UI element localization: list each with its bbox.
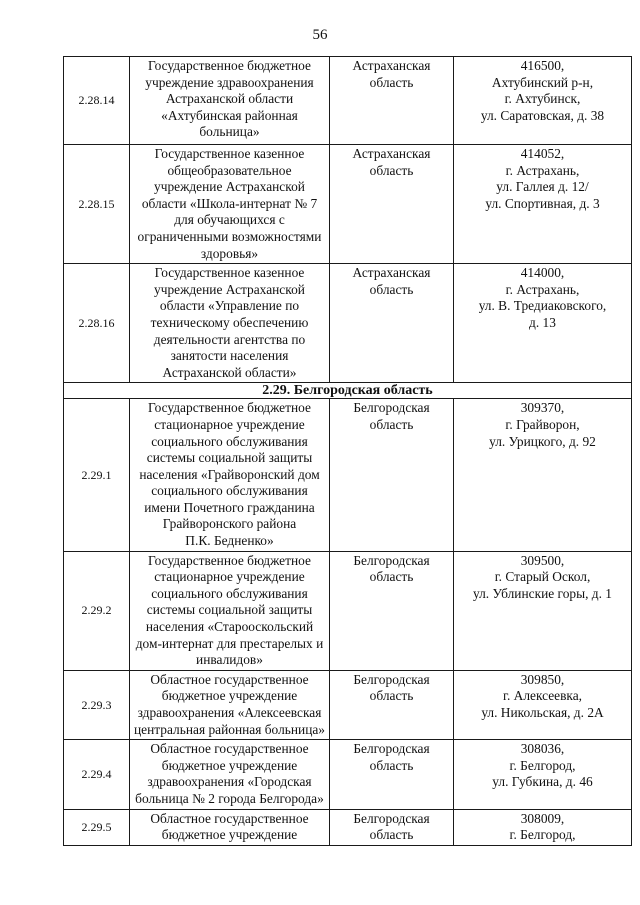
name-line: Грайворонского района <box>162 516 297 532</box>
region-line: область <box>369 827 414 843</box>
name-line: общеобразовательное <box>167 162 292 178</box>
name-line: области «Управление по <box>159 298 300 314</box>
region-line: область <box>369 162 414 178</box>
name-line: Областное государственное <box>150 671 309 687</box>
name-line: стационарное учреждение <box>154 416 305 432</box>
address-line: г. Астрахань, <box>505 162 580 178</box>
row-number: 2.29.3 <box>64 670 130 739</box>
row-number: 2.28.16 <box>64 264 130 383</box>
name-line: имени Почетного гражданина <box>144 499 315 515</box>
name-line: стационарное учреждение <box>154 569 305 585</box>
region-line: Астраханская <box>352 265 431 281</box>
name-line: Государственное бюджетное <box>148 552 311 568</box>
section-title: 2.29. Белгородская область <box>64 383 632 399</box>
name-line: деятельности агентства по <box>153 331 306 347</box>
address-line: г. Астрахань, <box>505 281 580 297</box>
section-header-row <box>64 383 632 399</box>
name-line: больница» <box>199 124 260 140</box>
address-cell <box>454 399 632 551</box>
address-cell <box>454 145 632 264</box>
organization-name <box>130 551 330 670</box>
address-line: ул. Урицкого, д. 92 <box>489 433 596 449</box>
name-line: социального обслуживания <box>151 483 308 499</box>
name-line: центральная районная больница» <box>134 721 325 737</box>
name-line: системы социальной защиты <box>146 602 313 618</box>
registry-table <box>63 56 632 846</box>
name-line: учреждение Астраханской <box>154 179 305 195</box>
organization-name <box>130 399 330 551</box>
organization-name <box>130 809 330 845</box>
address-cell <box>454 57 632 145</box>
address-line: 309850, <box>520 671 565 687</box>
region-cell <box>330 809 454 845</box>
region-line: Белгородская <box>353 810 430 826</box>
address-line: ул. Спортивная, д. 3 <box>485 195 600 211</box>
region-line: область <box>369 281 414 297</box>
region-line: область <box>369 688 414 704</box>
page-number: 56 <box>312 27 328 43</box>
name-line: бюджетное учреждение <box>161 688 298 704</box>
address-cell <box>454 809 632 845</box>
region-line: область <box>369 74 414 90</box>
organization-name <box>130 264 330 383</box>
table-row <box>64 399 632 551</box>
row-number: 2.29.1 <box>64 399 130 551</box>
address-line: г. Белгород, <box>509 827 576 843</box>
table-row <box>64 57 632 145</box>
name-line: здравоохранения «Городская <box>147 774 312 790</box>
address-line: 414000, <box>520 265 565 281</box>
region-line: Белгородская <box>353 400 430 416</box>
name-line: Астраханской области» <box>162 364 297 380</box>
name-line: П.К. Бедненко» <box>185 533 274 549</box>
name-line: «Ахтубинская районная <box>161 107 298 123</box>
region-line: Белгородская <box>353 671 430 687</box>
region-cell <box>330 551 454 670</box>
name-line: социального обслуживания <box>151 585 308 601</box>
name-line: для обучающихся с <box>174 212 285 228</box>
table-row <box>64 264 632 383</box>
region-line: Белгородская <box>353 552 430 568</box>
address-line: 308009, <box>520 810 565 826</box>
region-line: Белгородская <box>353 741 430 757</box>
region-cell <box>330 670 454 739</box>
address-line: г. Грайворон, <box>505 416 580 432</box>
name-line: Государственное бюджетное <box>148 58 311 73</box>
address-line: 308036, <box>520 741 565 757</box>
region-cell <box>330 740 454 809</box>
address-cell <box>454 670 632 739</box>
address-line: Ахтубинский р-н, <box>491 74 594 90</box>
address-line: ул. Губкина, д. 46 <box>492 774 593 790</box>
address-cell <box>454 264 632 383</box>
address-line: 309500, <box>520 552 565 568</box>
name-line: области «Школа-интернат № 7 <box>141 195 318 211</box>
name-line: инвалидов» <box>196 652 263 668</box>
address-line: г. Ахтубинск, <box>504 91 581 107</box>
name-line: Государственное бюджетное <box>148 400 311 416</box>
name-line: больница № 2 города Белгорода» <box>135 790 324 806</box>
table-row <box>64 670 632 739</box>
address-line: ул. В. Тредиаковского, <box>478 298 607 314</box>
region-line: область <box>369 569 414 585</box>
name-line: техническому обеспечению <box>150 314 309 330</box>
address-line: ул. Никольская, д. 2А <box>481 705 604 720</box>
row-number: 2.28.15 <box>64 145 130 264</box>
name-line: бюджетное учреждение <box>161 827 298 843</box>
name-line: здравоохранения «Алексеевская <box>137 705 322 720</box>
address-line: 414052, <box>520 146 565 161</box>
table-row <box>64 145 632 264</box>
address-line: д. 13 <box>529 314 556 330</box>
region-line: область <box>369 757 414 773</box>
name-line: Областное государственное <box>150 810 309 826</box>
name-line: здоровья» <box>200 245 259 261</box>
address-line: ул. Галлея д. 12/ <box>496 179 589 195</box>
row-number: 2.29.4 <box>64 740 130 809</box>
name-line: Государственное казенное <box>154 146 305 161</box>
row-number: 2.28.14 <box>64 57 130 145</box>
address-line: ул. Саратовская, д. 38 <box>480 107 605 123</box>
table-row <box>64 809 632 845</box>
organization-name <box>130 740 330 809</box>
region-cell <box>330 399 454 551</box>
address-line: 416500, <box>520 58 565 73</box>
organization-name <box>130 57 330 145</box>
name-line: населения «Грайворонский дом <box>139 466 320 482</box>
name-line: Астраханской области <box>165 91 294 107</box>
name-line: Государственное казенное <box>154 265 305 281</box>
region-line: Астраханская <box>352 58 431 73</box>
region-cell <box>330 145 454 264</box>
name-line: Областное государственное <box>150 741 309 757</box>
name-line: бюджетное учреждение <box>161 757 298 773</box>
table-row <box>64 740 632 809</box>
region-cell <box>330 57 454 145</box>
address-line: ул. Ублинские горы, д. 1 <box>473 585 612 601</box>
organization-name <box>130 670 330 739</box>
address-cell <box>454 551 632 670</box>
row-number: 2.29.2 <box>64 551 130 670</box>
region-line: область <box>369 416 414 432</box>
address-line: 309370, <box>520 400 565 416</box>
name-line: дом-интернат для престарелых и <box>135 635 324 651</box>
region-cell <box>330 264 454 383</box>
organization-name <box>130 145 330 264</box>
name-line: занятости населения <box>170 348 289 364</box>
row-number: 2.29.5 <box>64 809 130 845</box>
address-cell <box>454 740 632 809</box>
address-line: г. Алексеевка, <box>502 688 583 704</box>
name-line: социального обслуживания <box>151 433 308 449</box>
name-line: учреждение Астраханской <box>154 281 305 297</box>
name-line: населения «Старооскольский <box>145 619 314 635</box>
address-line: г. Белгород, <box>509 757 576 773</box>
address-line: г. Старый Оскол, <box>494 569 591 585</box>
name-line: учреждение здравоохранения <box>145 74 314 90</box>
region-line: Астраханская <box>352 146 431 161</box>
name-line: системы социальной защиты <box>146 450 313 466</box>
name-line: ограниченными возможностями <box>137 228 322 244</box>
table-row <box>64 551 632 670</box>
